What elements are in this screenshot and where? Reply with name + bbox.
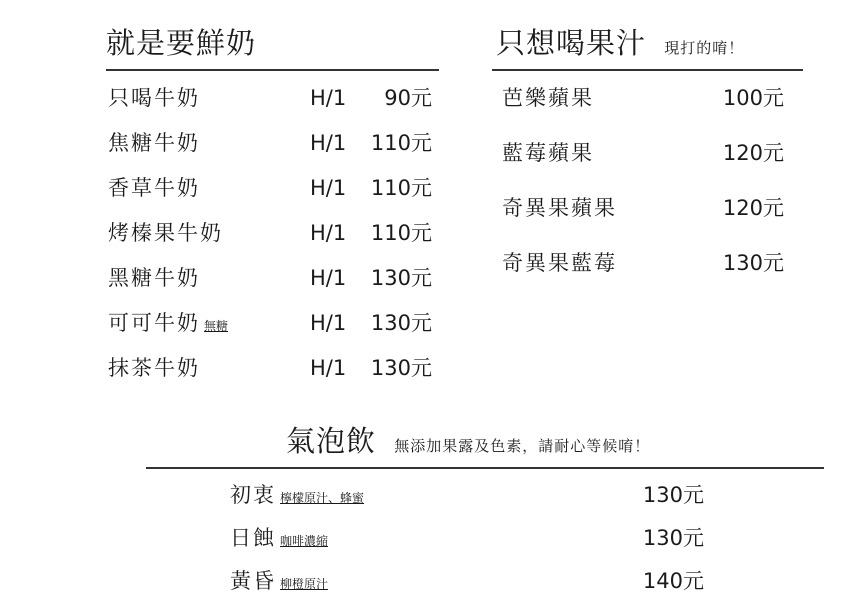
item-name [108, 353, 204, 386]
item-name [108, 218, 227, 251]
milk-menu-item [108, 218, 432, 248]
item-price: 110元 [370, 131, 432, 155]
milk-section-title [106, 26, 256, 60]
item-price: 130元 [370, 266, 432, 290]
sparkling-menu-item [230, 523, 704, 553]
item-price: 90元 [384, 86, 432, 110]
item-name-text: 奇異果蘋果 [502, 196, 617, 220]
juice-menu-item [502, 138, 784, 168]
item-name-text: 初衷 [230, 483, 276, 507]
item-name [502, 193, 617, 223]
item-price: 110元 [370, 221, 432, 245]
item-price: 130元 [722, 251, 784, 275]
item-name [230, 523, 328, 556]
item-name [108, 128, 204, 161]
item-price: 140元 [642, 569, 704, 593]
item-name-text: 只喝牛奶 [108, 86, 200, 110]
milk-menu-item [108, 173, 432, 203]
item-name-text: 日蝕 [230, 526, 276, 550]
juice-section-title [496, 26, 744, 65]
sparkling-menu-item [230, 566, 704, 596]
item-price: 130元 [370, 311, 432, 335]
juice-menu-item [502, 248, 784, 278]
item-price: 130元 [642, 483, 704, 507]
item-size: H/1 [310, 266, 347, 290]
item-name [108, 263, 204, 296]
item-price: 120元 [722, 141, 784, 165]
milk-title-text: 就是要鮮奶 [106, 26, 257, 60]
item-size: H/1 [310, 86, 347, 110]
item-price: 120元 [722, 196, 784, 220]
item-name [502, 248, 617, 278]
item-name [108, 173, 204, 206]
item-note: 咖啡濃縮 [280, 534, 329, 548]
item-note: 柳橙原汁 [280, 577, 329, 591]
juice-menu-item [502, 193, 784, 223]
item-price: 110元 [370, 176, 432, 200]
juice-title-text: 只想喝果汁 [496, 26, 647, 60]
item-name-text: 藍莓蘋果 [502, 141, 594, 165]
item-name-text: 香草牛奶 [108, 176, 200, 200]
item-note: 檸檬原汁、蜂蜜 [280, 491, 365, 505]
milk-menu-item [108, 83, 432, 113]
item-size: H/1 [310, 311, 347, 335]
item-name-text: 黃昏 [230, 569, 276, 593]
sparkling-divider [146, 467, 824, 469]
item-name-text: 焦糖牛奶 [108, 131, 200, 155]
item-note: 無糖 [204, 319, 229, 333]
milk-menu-item [108, 308, 432, 338]
item-price: 100元 [722, 86, 784, 110]
item-size: H/1 [310, 176, 347, 200]
item-name [502, 138, 594, 168]
milk-divider [106, 69, 439, 71]
item-name [230, 480, 364, 513]
juice-divider [492, 69, 803, 71]
sparkling-section-title [286, 424, 650, 463]
item-name [502, 83, 594, 113]
sparkling-title-note: 無添加果露及色素，請耐心等候唷！ [394, 437, 651, 455]
item-name-text: 烤榛果牛奶 [108, 221, 223, 245]
item-size: H/1 [310, 131, 347, 155]
item-name [230, 566, 328, 599]
item-size: H/1 [310, 221, 347, 245]
sparkling-menu-item [230, 480, 704, 510]
item-name-text: 奇異果藍莓 [502, 251, 617, 275]
item-name-text: 可可牛奶 [108, 311, 200, 335]
milk-menu-item [108, 128, 432, 158]
item-price: 130元 [642, 526, 704, 550]
juice-menu-item [502, 83, 784, 113]
item-name [108, 83, 204, 116]
item-name-text: 黑糖牛奶 [108, 266, 200, 290]
item-name-text: 芭樂蘋果 [502, 86, 594, 110]
item-name-text: 抹茶牛奶 [108, 356, 200, 380]
milk-menu-item [108, 263, 432, 293]
juice-title-note: 現打的唷！ [664, 39, 745, 57]
milk-menu-item [108, 353, 432, 383]
item-name [108, 308, 228, 341]
sparkling-title-text: 氣泡飲 [286, 424, 377, 458]
item-size: H/1 [310, 356, 347, 380]
item-price: 130元 [370, 356, 432, 380]
